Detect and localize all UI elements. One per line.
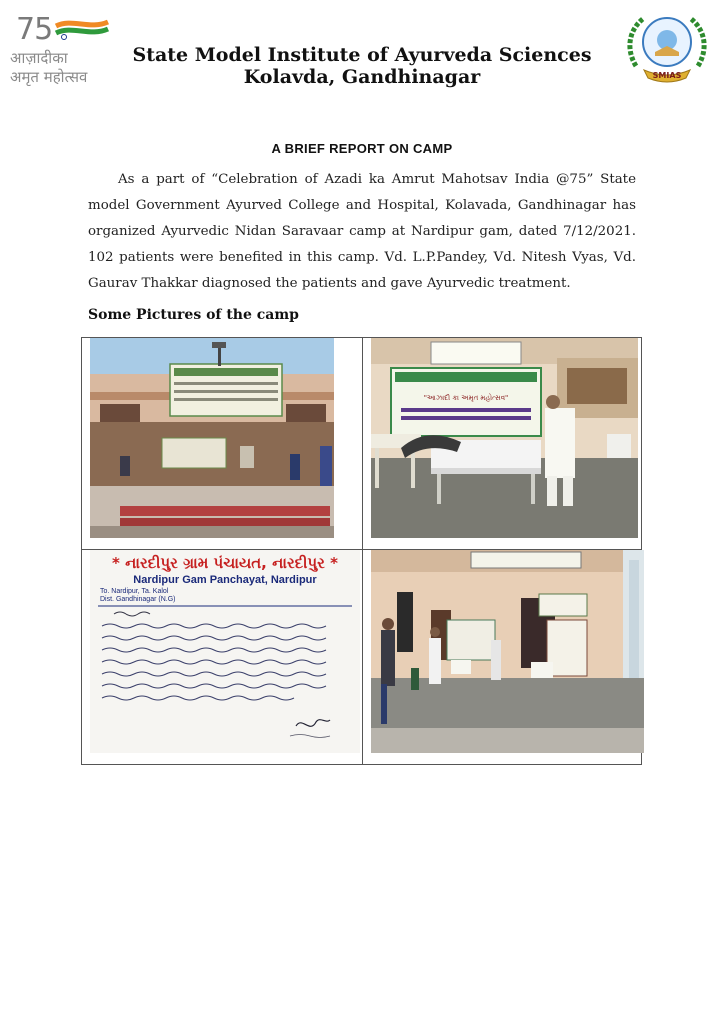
report-body-text: As a part of “Celebration of Azadi ka Amrut Mahotsav India @75” State model Government Ayurved College and Hospital, Kolavada, Gandhinagar has organized Ayurvedic Nidan Saravaar camp at Nardipur gam, dated 7/12/2021. 102 patients were benefited in this camp. Vd. L.P.Pandey, Vd. Nitesh Vyas, Vd. Gaurav Thakkar diagnosed the patients and gave Ayurvedic treatment. (88, 172, 636, 291)
smias-emblem-logo (622, 8, 712, 88)
handwritten-letter-body (90, 550, 360, 753)
institute-title (130, 44, 594, 88)
photo-grid-table (81, 337, 642, 765)
tricolor-flag-icon (54, 18, 110, 40)
logo-75-text: 75 (16, 12, 53, 47)
institute-title-line2: Kolavda, Gandhinagar (243, 66, 481, 88)
camp-photo-registration-desk (371, 338, 638, 538)
logo-hindi-line1: आज़ादीका (10, 49, 68, 67)
smias-logo-text: SMIAS (652, 71, 682, 80)
report-paragraph (88, 167, 636, 297)
letterhead-address-line2: Dist. Gandhinagar (N.G) (100, 596, 176, 603)
logo-hindi-line2: अमृत महोत्सव (10, 68, 88, 86)
photo2-banner-text: "આઝાદી કા અમૃત મહોત્સવ" (423, 394, 509, 402)
signature-mark (296, 720, 330, 727)
letterhead-subtitle: Nardipur Gam Panchayat, Nardipur (133, 574, 317, 586)
camp-photo-verandah-patients (371, 550, 644, 753)
report-heading: A BRIEF REPORT ON CAMP (271, 141, 453, 156)
institute-title-line1: State Model Institute of Ayurveda Sciences (132, 44, 592, 66)
grid-divider-vertical (362, 338, 363, 764)
pictures-heading: Some Pictures of the camp (88, 307, 299, 323)
letterhead-address-line1: To. Nardipur, Ta. Kalol (100, 588, 169, 595)
camp-photo-building-banner (90, 338, 334, 538)
letterhead-title: * નારદીપુર ગ્રામ પંચાયત, નારદીપુર * (112, 554, 338, 572)
camp-photo-panchayat-letter (90, 550, 360, 753)
azadi-ka-amrut-mahotsav-logo (10, 12, 118, 86)
